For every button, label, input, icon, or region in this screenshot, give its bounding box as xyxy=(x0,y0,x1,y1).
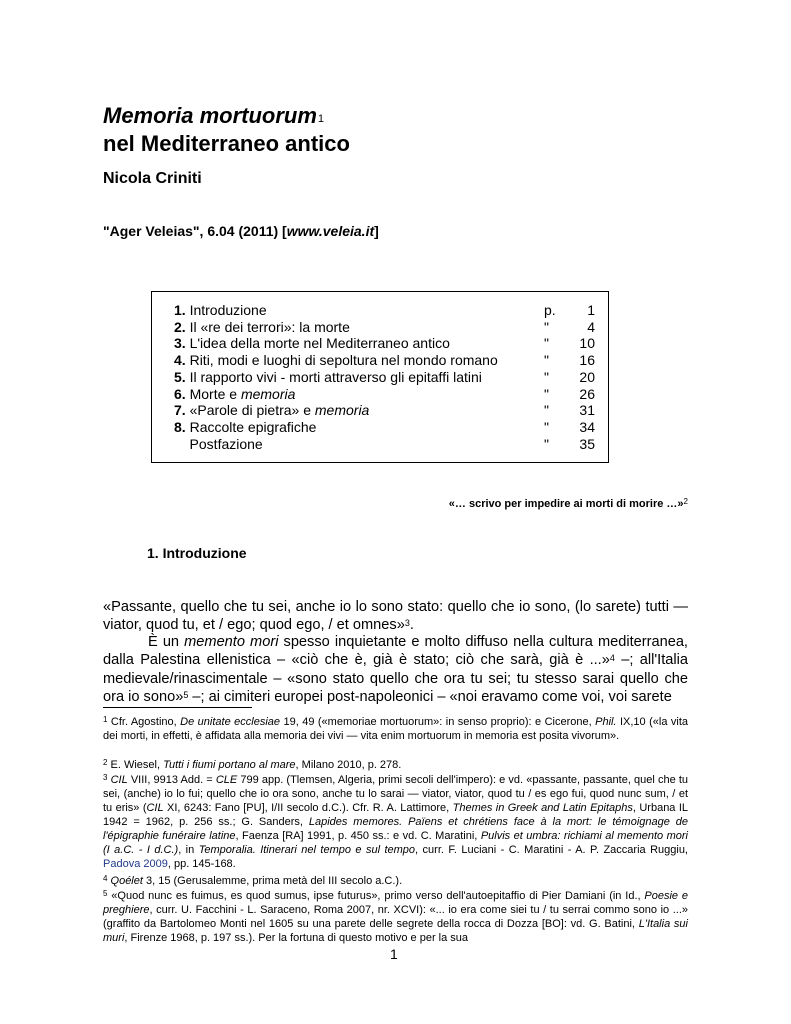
section-heading: 1. Introduzione xyxy=(147,545,247,561)
toc-page-marker: " xyxy=(544,352,549,369)
padova-link[interactable]: Padova 2009 xyxy=(103,858,168,870)
toc-item-label: 2. Il «re dei terrori»: la morte xyxy=(174,318,350,335)
toc-page-number: 1 xyxy=(587,302,595,318)
toc-page-number: 4 xyxy=(587,318,595,335)
title-footnote-ref[interactable]: 1 xyxy=(317,113,325,125)
toc-item[interactable] xyxy=(174,335,594,352)
toc-page-marker: " xyxy=(544,435,549,452)
toc-item[interactable] xyxy=(174,402,594,419)
toc-item[interactable] xyxy=(174,436,594,453)
toc-page-marker: " xyxy=(544,418,549,435)
document-title xyxy=(103,103,324,129)
toc-item[interactable] xyxy=(174,386,594,403)
toc-item[interactable] xyxy=(174,369,594,386)
toc-item-label: Postfazione xyxy=(174,435,263,452)
footnote-ref-3[interactable]: 3 xyxy=(404,618,410,629)
toc-page-number: 16 xyxy=(579,352,595,369)
toc-page-marker: " xyxy=(544,402,549,419)
toc-item[interactable] xyxy=(174,352,594,369)
toc-item-label: 3. L'idea della morte nel Mediterraneo antico xyxy=(174,335,450,352)
footnote-1: $^1$ Cfr. Agostino, De unitate ecclesiae 19, 49 («memoriae mortuorum»: in senso proprio): e Cicerone, Phil. IX,10 («la vita dei morti, in effetti, è affidata alla memoria dei vivi — vita enim mortuorum in memoria est posita vivorum». xyxy=(103,715,688,742)
toc-item-label: 5. Il rapporto vivi - morti attraverso gli epitaffi latini xyxy=(174,368,482,385)
toc-item[interactable] xyxy=(174,419,594,436)
toc-page-marker: " xyxy=(544,385,549,402)
toc-page-number: 20 xyxy=(579,368,595,385)
toc-page-marker: p. xyxy=(544,302,556,318)
author-name: Nicola Criniti xyxy=(103,170,202,187)
footnote-ref-5[interactable]: 5 xyxy=(183,690,189,701)
body-paragraph-2: È un memento mori spesso inquietante e molto diffuso nella cultura mediterranea, dalla Palestina ellenistica – «ciò che è, già è stato; ciò che sarà, già è ...»$^4$ –; all'Italia medievale/rinascimentale – «sono stato quello che ora tu sei; tu stesso sarai quello che ora io sono»$^5$ –; ai cimiteri europei post-napoleonici – «noi eravamo come voi, voi sarete xyxy=(103,634,688,706)
toc-page-number: 31 xyxy=(579,402,595,419)
toc-page-number: 34 xyxy=(579,418,595,435)
epigraph-footnote-ref[interactable]: 2 xyxy=(683,497,688,506)
toc-item-label: 7. «Parole di pietra» e memoria xyxy=(174,402,370,419)
document-subtitle: nel Mediterraneo antico xyxy=(103,131,350,156)
footnote-4: $^4$ Qoélet 3, 15 (Gerusalemme, prima metà del III secolo a.C.). xyxy=(103,874,403,887)
site-link[interactable]: www.veleia.it xyxy=(286,223,375,239)
footnote-ref-4[interactable]: 4 xyxy=(609,653,615,664)
toc-item[interactable] xyxy=(174,319,594,336)
toc-item-label: 8. Raccolte epigrafiche xyxy=(174,418,317,435)
toc-item[interactable] xyxy=(174,302,594,319)
footnote-3: $^3$ CIL VIII, 9913 Add. = CLE 799 app. (Tlemsen, Algeria, primi secoli dell'impero): e vd. «passante, passante, quel che tu sei, (anche) io lo fui; quello che io ora sono, anche tu lo sarai — viator, viator, quod tu / es ego fui, quod nunc sum, / et tu eris» (CIL XI, 6243: Fano [PU], I/II secolo d.C.). Cfr. R. A. Lattimore, Themes in Greek and Latin Epitaphs, Urbana IL 1942 = 1962, p. 256 ss.; G. Sanders, Lapides memores. Païens et chrétiens face à la mort: le témoignage de l'épigraphie funéraire latine, Faenza [RA] 1991, p. 450 ss.: e vd. C. Maratini, Pulvis et umbra: richiami al memento mori (I a.C. - I d.C.), in Temporalia. Itinerari nel tempo e sul tempo, curr. F. Luciani - C. Maratini - A. P. Zaccaria Ruggiu, Padova 2009, pp. 145-168. xyxy=(103,773,688,870)
body-paragraph-1: «Passante, quello che tu sei, anche io lo sono stato: quello che io sono, (lo sarete) tutti — viator, quod tu, et / ego; quod ego, / et omnes»$^3$. xyxy=(103,599,688,634)
footnote-separator xyxy=(103,707,252,708)
toc-item-label: 1. Introduzione xyxy=(174,302,267,318)
toc-page-marker: " xyxy=(544,318,549,335)
toc-page-marker: " xyxy=(544,335,549,352)
title-italic: Memoria mortuorum xyxy=(103,103,317,128)
citation: "Ager Veleias", 6.04 (2011) [www.veleia.it] xyxy=(103,223,379,239)
table-of-contents xyxy=(151,291,609,463)
epigraph: «… scrivo per impedire ai morti di morire …»$^2$ xyxy=(448,497,688,510)
page-number: 1 xyxy=(390,946,398,962)
toc-page-number: 10 xyxy=(579,335,595,352)
toc-page-number: 26 xyxy=(579,385,595,402)
footnote-2: $^2$ E. Wiesel, Tutti i fiumi portano al mare, Milano 2010, p. 278. xyxy=(103,758,402,771)
toc-page-marker: " xyxy=(544,368,549,385)
toc-page-number: 35 xyxy=(579,435,595,452)
toc-item-label: 4. Riti, modi e luoghi di sepoltura nel mondo romano xyxy=(174,352,498,369)
toc-item-label: 6. Morte e memoria xyxy=(174,385,296,402)
footnote-5: $^5$ «Quod nunc es fuimus, es quod sumus, ipse futurus», primo verso dell'autoepitaffio di Pier Damiani (in Id., Poesie e preghiere, curr. U. Facchini - L. Saraceno, Roma 2007, nr. XCVI): «... io era come siei tu / tu serrai commo sono io ...» (graffito da Bartolomeo Monti nel 1605 su una parete delle segrete della rocca di Dozza [BO]: vd. G. Batini, L'Italia sui muri, Firenze 1968, p. 197 ss.). Per la fortuna di questo motivo e per la sua xyxy=(103,889,688,944)
